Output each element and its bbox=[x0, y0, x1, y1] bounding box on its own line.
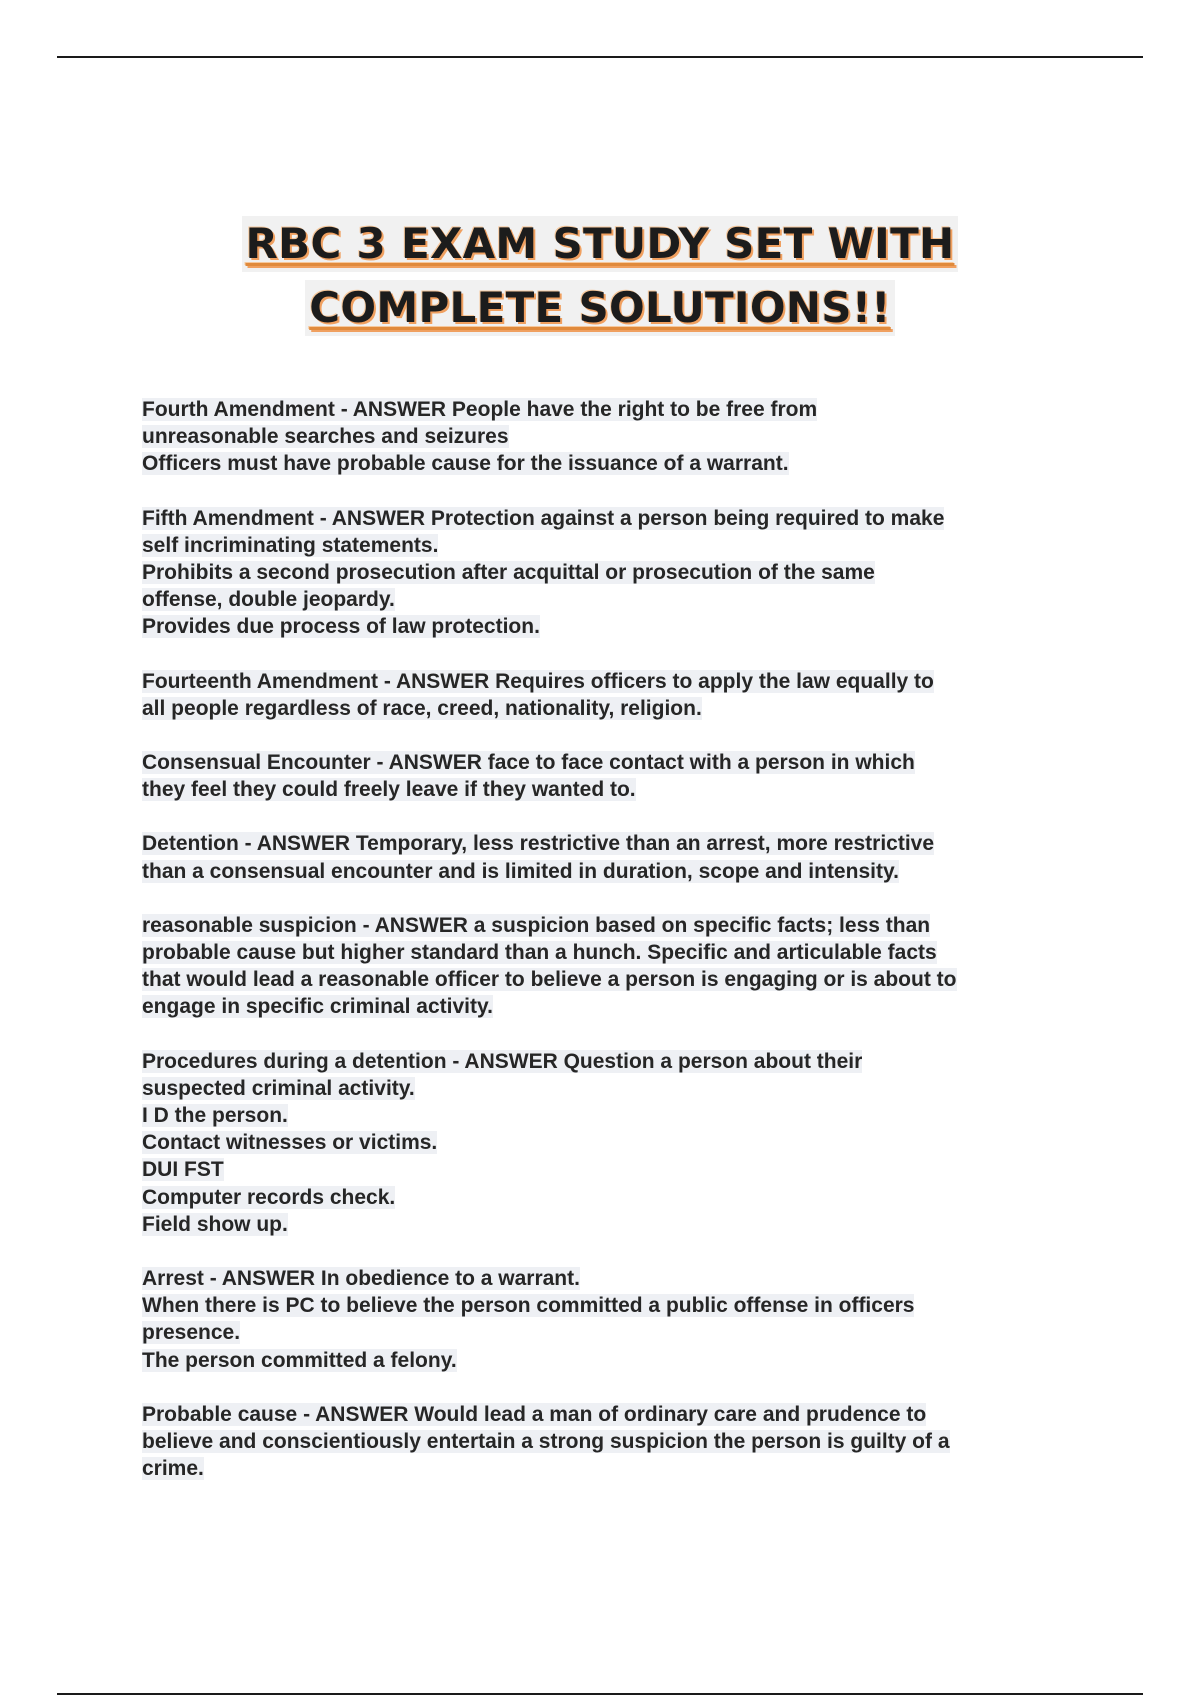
qa-line-text: The person committed a felony. bbox=[142, 1348, 457, 1372]
qa-line-text: Fourteenth Amendment - ANSWER Requires officers to apply the law equally to bbox=[142, 669, 934, 693]
qa-line bbox=[142, 1184, 1077, 1211]
qa-entry bbox=[142, 749, 1077, 803]
qa-line-text: When there is PC to believe the person committed a public offense in officers bbox=[142, 1294, 915, 1318]
qa-entry bbox=[142, 1048, 1077, 1238]
document-title bbox=[0, 216, 1200, 336]
qa-line bbox=[142, 586, 1077, 613]
qa-line bbox=[142, 396, 1077, 423]
title-line-1: RBC 3 EXAM STUDY SET WITH bbox=[242, 216, 959, 272]
qa-line-text: all people regardless of race, creed, nationality, religion. bbox=[142, 696, 702, 720]
qa-line bbox=[142, 1319, 1077, 1346]
qa-line bbox=[142, 776, 1077, 803]
title-line-2: COMPLETE SOLUTIONS!! bbox=[305, 280, 895, 336]
qa-line bbox=[142, 1129, 1077, 1156]
qa-line-text: engage in specific criminal activity. bbox=[142, 995, 493, 1019]
bottom-rule bbox=[57, 1693, 1143, 1695]
qa-line-text: I D the person. bbox=[142, 1104, 288, 1128]
qa-line-text: than a consensual encounter and is limited in duration, scope and intensity. bbox=[142, 859, 899, 883]
qa-line bbox=[142, 1211, 1077, 1238]
qa-entry bbox=[142, 830, 1077, 884]
qa-line bbox=[142, 993, 1077, 1020]
qa-line-text: self incriminating statements. bbox=[142, 533, 439, 557]
qa-entry bbox=[142, 396, 1077, 478]
qa-line bbox=[142, 1428, 1077, 1455]
qa-entry bbox=[142, 668, 1077, 722]
qa-line-text: Probable cause - ANSWER Would lead a man of ordinary care and prudence to bbox=[142, 1402, 927, 1426]
qa-line-text: that would lead a reasonable officer to believe a person is engaging or is about to bbox=[142, 968, 957, 992]
qa-line-text: offense, double jeopardy. bbox=[142, 588, 395, 612]
qa-line-text: probable cause but higher standard than a hunch. Specific and articulable facts bbox=[142, 941, 937, 965]
qa-line-text: Detention - ANSWER Temporary, less restrictive than an arrest, more restrictive bbox=[142, 832, 935, 856]
qa-line bbox=[142, 695, 1077, 722]
qa-line bbox=[142, 505, 1077, 532]
qa-line bbox=[142, 1156, 1077, 1183]
qa-line-text: Consensual Encounter - ANSWER face to face contact with a person in which bbox=[142, 751, 915, 775]
qa-line-text: DUI FST bbox=[142, 1158, 224, 1182]
qa-line bbox=[142, 1075, 1077, 1102]
top-rule bbox=[57, 56, 1143, 58]
qa-line-text: presence. bbox=[142, 1321, 241, 1345]
qa-entry bbox=[142, 912, 1077, 1021]
qa-line-text: unreasonable searches and seizures bbox=[142, 425, 509, 449]
qa-line-text: Arrest - ANSWER In obedience to a warrant. bbox=[142, 1267, 580, 1291]
qa-line bbox=[142, 1265, 1077, 1292]
qa-line-text: they feel they could freely leave if they wanted to. bbox=[142, 778, 636, 802]
qa-list bbox=[142, 396, 1077, 1510]
qa-line bbox=[142, 1048, 1077, 1075]
qa-line-text: Fourth Amendment - ANSWER People have the right to be free from bbox=[142, 398, 818, 421]
qa-entry bbox=[142, 1401, 1077, 1483]
qa-line bbox=[142, 423, 1077, 450]
qa-line bbox=[142, 749, 1077, 776]
qa-line-text: believe and conscientiously entertain a strong suspicion the person is guilty of a bbox=[142, 1430, 950, 1454]
qa-line bbox=[142, 450, 1077, 477]
qa-line-text: suspected criminal activity. bbox=[142, 1076, 415, 1100]
qa-line bbox=[142, 912, 1077, 939]
qa-entry bbox=[142, 1265, 1077, 1374]
qa-line bbox=[142, 613, 1077, 640]
qa-line-text: Fifth Amendment - ANSWER Protection against a person being required to make bbox=[142, 506, 945, 530]
qa-line-text: Computer records check. bbox=[142, 1185, 396, 1209]
qa-line bbox=[142, 1292, 1077, 1319]
qa-line bbox=[142, 939, 1077, 966]
qa-line bbox=[142, 1455, 1077, 1482]
qa-line-text: Officers must have probable cause for the issuance of a warrant. bbox=[142, 452, 789, 476]
qa-entry bbox=[142, 505, 1077, 641]
qa-line-text: Procedures during a detention - ANSWER Question a person about their bbox=[142, 1049, 863, 1073]
qa-line bbox=[142, 858, 1077, 885]
qa-line bbox=[142, 966, 1077, 993]
qa-line bbox=[142, 1347, 1077, 1374]
qa-line bbox=[142, 532, 1077, 559]
qa-line bbox=[142, 559, 1077, 586]
qa-line-text: Field show up. bbox=[142, 1212, 288, 1236]
qa-line bbox=[142, 830, 1077, 857]
qa-line-text: crime. bbox=[142, 1457, 204, 1481]
qa-line bbox=[142, 668, 1077, 695]
qa-line bbox=[142, 1102, 1077, 1129]
qa-line-text: Provides due process of law protection. bbox=[142, 615, 540, 639]
qa-line-text: reasonable suspicion - ANSWER a suspicion based on specific facts; less than bbox=[142, 913, 931, 937]
qa-line-text: Contact witnesses or victims. bbox=[142, 1131, 438, 1155]
qa-line bbox=[142, 1401, 1077, 1428]
qa-line-text: Prohibits a second prosecution after acquittal or prosecution of the same bbox=[142, 561, 875, 585]
